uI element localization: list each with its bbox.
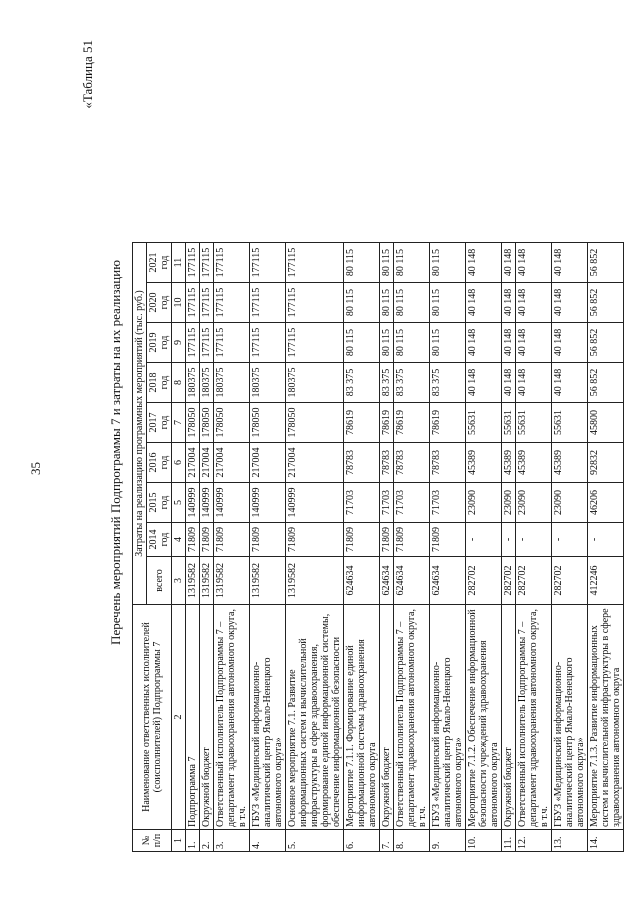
row-value: 71703 [394,483,430,523]
row-value: 140999 [200,483,214,523]
row-value: 1319582 [186,557,200,605]
row-value: 71809 [394,523,430,557]
row-value: 140999 [214,483,250,523]
row-number: 9. [430,830,466,852]
header-year: 2014 год [147,523,172,557]
row-value: 80 115 [430,243,466,283]
column-number: 9 [172,323,186,363]
header-year: 2016 год [147,443,172,483]
row-value: 78619 [394,403,430,443]
row-value: 282702 [502,557,516,605]
header-year: 2017 год [147,403,172,443]
row-value: 178050 [286,403,344,443]
row-value: 78783 [394,443,430,483]
row-value: 40 148 [552,323,588,363]
row-value: 180375 [200,363,214,403]
column-number: 4 [172,523,186,557]
table-row [502,243,516,852]
row-value: 180375 [214,363,250,403]
row-value: 78619 [430,403,466,443]
row-value: 55631 [552,403,588,443]
row-name: Основное мероприятие 7.1. Развитие информационных систем и вычислительной инфраструктуры в сфере здравоохранения, формирование единой информационной системы, обеспечение информационной безопасности [286,605,344,830]
row-name: ГБУЗ «Медицинский информационно-аналитический центр Ямало-Ненецкого автономного округа» [250,605,286,830]
table-row [466,243,502,852]
row-value: 177115 [286,283,344,323]
row-value: 180375 [286,363,344,403]
row-value: 71809 [380,523,394,557]
row-value: - [502,523,516,557]
row-value: 40 148 [466,283,502,323]
column-number: 8 [172,363,186,403]
row-value: 45389 [516,443,552,483]
row-value: 78783 [344,443,380,483]
row-value: 80 115 [380,243,394,283]
row-value: 177115 [214,283,250,323]
row-number: 7. [380,830,394,852]
row-value: 56 852 [588,283,624,323]
row-number: 8. [394,830,430,852]
row-value: - [552,523,588,557]
row-value: 40 148 [466,323,502,363]
row-value: 177115 [186,283,200,323]
row-name: Ответственный исполнитель Подпрограммы 7 – департамент здравоохранения автономного округа, в т.ч. [214,605,250,830]
row-value: 178050 [186,403,200,443]
row-value: 80 115 [344,283,380,323]
row-value: 78619 [344,403,380,443]
row-name: ГБУЗ «Медицинский информационно-аналитический центр Ямало-Ненецкого автономного округа» [552,605,588,830]
row-value: 40 148 [502,283,516,323]
row-value: 83 375 [344,363,380,403]
row-name: Мероприятие 7.1.1. Формирование единой информационной системы здравоохранения автономного округа [344,605,380,830]
row-value: 177115 [250,243,286,283]
row-value: 83 375 [380,363,394,403]
row-value: 80 115 [394,243,430,283]
row-value: - [588,523,624,557]
row-name: Окружной бюджет [380,605,394,830]
row-value: 80 115 [430,283,466,323]
row-value: 56 852 [588,363,624,403]
row-value: 40 148 [502,363,516,403]
row-value: 78783 [430,443,466,483]
row-value: 80 115 [380,323,394,363]
table-row [186,243,200,852]
row-value: 178050 [250,403,286,443]
row-value: 624634 [394,557,430,605]
column-number: 2 [172,605,186,830]
row-value: 140999 [250,483,286,523]
column-number: 10 [172,283,186,323]
row-value: 624634 [344,557,380,605]
row-value: 55631 [502,403,516,443]
row-value: 71809 [430,523,466,557]
row-value: 71809 [286,523,344,557]
row-number: 12. [516,830,552,852]
row-number: 1. [186,830,200,852]
table-caption: «Таблица 51 [80,40,95,109]
row-value: 78619 [380,403,394,443]
row-value: 40 148 [552,243,588,283]
row-value: 177115 [200,323,214,363]
row-value: 1319582 [214,557,250,605]
row-value: 45389 [502,443,516,483]
header-total: всего [147,557,172,605]
row-value: 177115 [250,323,286,363]
row-name: Окружной бюджет [502,605,516,830]
row-value: 55631 [516,403,552,443]
row-value: 56 852 [588,243,624,283]
column-number: 11 [172,243,186,283]
row-value: 71703 [344,483,380,523]
row-value: 80 115 [394,323,430,363]
row-value: 180375 [186,363,200,403]
row-value: 180375 [250,363,286,403]
column-number: 7 [172,403,186,443]
row-value: 23090 [502,483,516,523]
header-year: 2021 год [147,243,172,283]
row-value: 55631 [466,403,502,443]
row-value: 282702 [466,557,502,605]
row-value: 140999 [186,483,200,523]
row-value: 1319582 [250,557,286,605]
row-name: ГБУЗ «Медицинский информационно-аналитический центр Ямало-Ненецкого автономного округа» [430,605,466,830]
row-value: 80 115 [430,323,466,363]
row-name: Ответственный исполнитель Подпрограммы 7 – департамент здравоохранения автономного округа, в т.ч. [516,605,552,830]
row-value: 83 375 [394,363,430,403]
row-number: 10. [466,830,502,852]
row-name: Мероприятие 7.1.2. Обеспечение информационной безопасности учреждений здравоохранения автономного округа [466,605,502,830]
row-number: 6. [344,830,380,852]
row-value: 40 148 [552,363,588,403]
row-number: 5. [286,830,344,852]
row-value: 177115 [286,323,344,363]
table-row [250,243,286,852]
row-value: 40 148 [516,283,552,323]
table-row [286,243,344,852]
row-value: 45389 [552,443,588,483]
row-value: 40 148 [466,243,502,283]
row-number: 14. [588,830,624,852]
row-value: 45389 [466,443,502,483]
row-value: 412246 [588,557,624,605]
row-value: 23090 [552,483,588,523]
row-value: 40 148 [516,363,552,403]
row-value: 45800 [588,403,624,443]
row-value: 282702 [516,557,552,605]
row-value: 71703 [430,483,466,523]
table-row [380,243,394,852]
activities-table [132,242,624,852]
row-value: 40 148 [516,323,552,363]
table-row [394,243,430,852]
row-value: 177115 [200,243,214,283]
row-value: 217004 [200,443,214,483]
row-number: 11. [502,830,516,852]
row-value: 140999 [286,483,344,523]
row-value: 92832 [588,443,624,483]
column-number: 5 [172,483,186,523]
row-number: 3. [214,830,250,852]
row-value: 40 148 [502,243,516,283]
column-number: 1 [172,830,186,852]
header-year: 2018 год [147,363,172,403]
row-value: 80 115 [344,243,380,283]
row-value: 46206 [588,483,624,523]
row-value: 56 852 [588,323,624,363]
header-num: № п/п [133,830,172,852]
header-name: Наименование ответственных исполнителей (соисполнителей) Подпрограммы 7 [133,605,172,830]
row-name: Мероприятие 7.1.3. Развитие информационных систем и вычислительной инфраструктуры в сфере здравоохранения автономного округа [588,605,624,830]
row-value: 40 148 [516,243,552,283]
row-value: 71809 [214,523,250,557]
table-row [344,243,380,852]
row-value: 23090 [466,483,502,523]
header-year: 2020 год [147,283,172,323]
row-value: 71809 [250,523,286,557]
row-value: 80 115 [380,283,394,323]
row-name: Окружной бюджет [200,605,214,830]
row-value: 80 115 [344,323,380,363]
row-value: 178050 [200,403,214,443]
table-row [516,243,552,852]
header-year: 2019 год [147,323,172,363]
row-value: 177115 [200,283,214,323]
table-row [214,243,250,852]
row-value: 1319582 [286,557,344,605]
row-value: 177115 [286,243,344,283]
table-row [430,243,466,852]
row-value: 217004 [214,443,250,483]
row-value: 282702 [552,557,588,605]
row-number: 2. [200,830,214,852]
row-value: 23090 [516,483,552,523]
column-number: 3 [172,557,186,605]
row-value: 624634 [430,557,466,605]
row-value: 1319582 [200,557,214,605]
row-value: 71809 [186,523,200,557]
row-value: - [516,523,552,557]
header-year: 2015 год [147,483,172,523]
row-value: - [466,523,502,557]
row-value: 177115 [214,243,250,283]
table-row [200,243,214,852]
row-name: Подпрограмма 7 [186,605,200,830]
row-value: 624634 [380,557,394,605]
row-value: 71809 [344,523,380,557]
column-number: 6 [172,443,186,483]
row-value: 83 375 [430,363,466,403]
row-value: 217004 [286,443,344,483]
row-number: 4. [250,830,286,852]
table-row [552,243,588,852]
row-value: 178050 [214,403,250,443]
row-value: 177115 [250,283,286,323]
row-value: 217004 [186,443,200,483]
row-name: Ответственный исполнитель Подпрограммы 7 – департамент здравоохранения автономного округа, в т.ч. [394,605,430,830]
row-value: 40 148 [502,323,516,363]
page-number: 35 [28,462,43,475]
row-value: 80 115 [394,283,430,323]
row-value: 71809 [200,523,214,557]
header-costs: Затраты на реализацию программных мероприятий (тыс. руб.) [133,243,147,605]
row-value: 177115 [214,323,250,363]
table-row [588,243,624,852]
row-value: 177115 [186,323,200,363]
row-value: 71703 [380,483,394,523]
page-title: Перечень мероприятий Подпрограммы 7 и затраты на их реализацию [108,260,123,645]
row-number: 13. [552,830,588,852]
row-value: 217004 [250,443,286,483]
row-value: 177115 [186,243,200,283]
row-value: 40 148 [466,363,502,403]
row-value: 40 148 [552,283,588,323]
row-value: 78783 [380,443,394,483]
